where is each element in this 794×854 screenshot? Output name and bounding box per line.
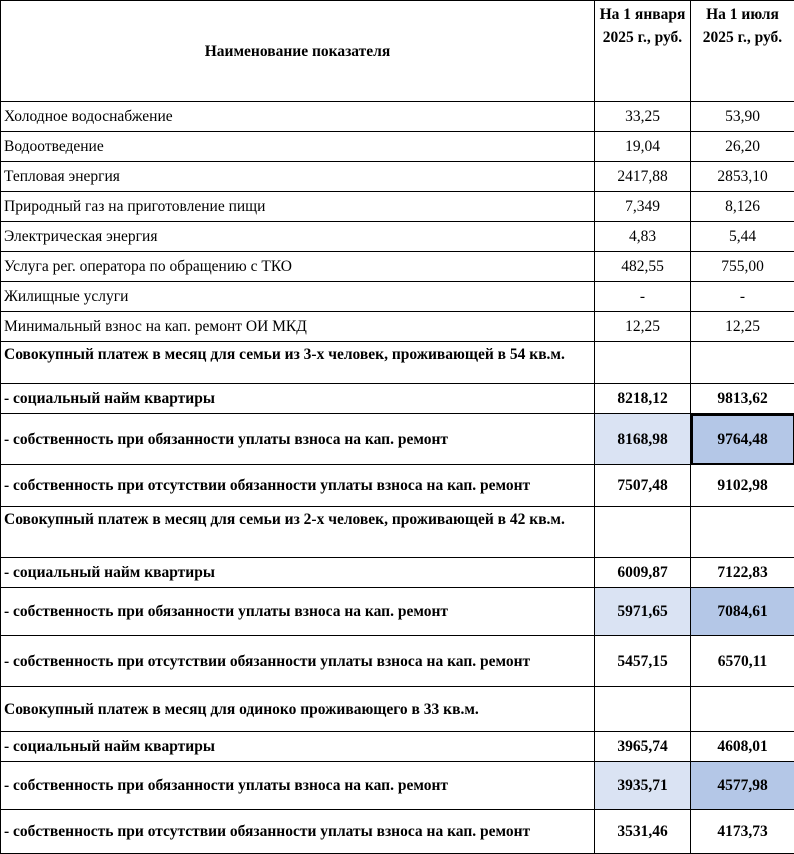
row-jul-cell[interactable]: 53,90	[691, 102, 794, 132]
row-jul-cell[interactable]: 5,44	[691, 222, 794, 252]
row-jul-cell[interactable]: 6570,11	[691, 636, 794, 687]
row-jan-cell[interactable]: 7507,48	[595, 465, 691, 507]
row-name-cell[interactable]: Тепловая энергия	[1, 162, 595, 192]
table-row	[1, 558, 794, 588]
row-name-cell[interactable]: - собственность при отсутствии обязанности уплаты взноса на кап. ремонт	[1, 636, 595, 687]
row-name-cell[interactable]: Водоотведение	[1, 132, 595, 162]
section-empty-cell[interactable]	[595, 507, 691, 558]
section-empty-cell[interactable]	[595, 687, 691, 732]
table-row	[1, 414, 794, 465]
row-name-cell[interactable]: - собственность при отсутствии обязанности уплаты взноса на кап. ремонт	[1, 810, 595, 854]
row-jul-cell[interactable]: -	[691, 282, 794, 312]
row-jul-cell[interactable]: 7122,83	[691, 558, 794, 588]
row-name-cell[interactable]: - собственность при обязанности уплаты взноса на кап. ремонт	[1, 588, 595, 636]
row-name-cell[interactable]: - собственность при обязанности уплаты взноса на кап. ремонт	[1, 762, 595, 810]
row-jul-cell[interactable]: 12,25	[691, 312, 794, 342]
table-row	[1, 312, 794, 342]
table-row	[1, 636, 794, 687]
table-row	[1, 282, 794, 312]
table-row	[1, 762, 794, 810]
row-name-cell[interactable]: - социальный найм квартиры	[1, 732, 595, 762]
section-title-cell[interactable]: Совокупный платеж в месяц для одиноко проживающего в 33 кв.м.	[1, 687, 595, 732]
row-jul-cell[interactable]: 7084,61	[691, 588, 794, 636]
row-jul-cell[interactable]: 4577,98	[691, 762, 794, 810]
section-title-cell[interactable]: Совокупный платеж в месяц для семьи из 2-х человек, проживающей в 42 кв.м.	[1, 507, 595, 558]
row-name-cell[interactable]: Минимальный взнос на кап. ремонт ОИ МКД	[1, 312, 595, 342]
table-row	[1, 192, 794, 222]
row-jan-cell[interactable]: 5971,65	[595, 588, 691, 636]
section-header-row	[1, 507, 794, 558]
table-row	[1, 222, 794, 252]
table-row	[1, 102, 794, 132]
row-jan-cell[interactable]: 4,83	[595, 222, 691, 252]
row-jan-cell[interactable]: 2417,88	[595, 162, 691, 192]
row-jan-cell[interactable]: 482,55	[595, 252, 691, 282]
section-title-cell[interactable]: Совокупный платеж в месяц для семьи из 3-х человек, проживающей в 54 кв.м.	[1, 342, 595, 384]
section-header-row	[1, 342, 794, 384]
header-jul-cell[interactable]: На 1 июля 2025 г., руб.	[691, 1, 794, 102]
table-row	[1, 132, 794, 162]
table-row	[1, 732, 794, 762]
section-empty-cell[interactable]	[691, 687, 794, 732]
row-name-cell[interactable]: Услуга рег. оператора по обращению с ТКО	[1, 252, 595, 282]
row-jan-cell[interactable]: 5457,15	[595, 636, 691, 687]
row-jul-cell[interactable]: 9102,98	[691, 465, 794, 507]
row-name-cell[interactable]: - собственность при отсутствии обязанности уплаты взноса на кап. ремонт	[1, 465, 595, 507]
table-row	[1, 588, 794, 636]
row-jul-cell[interactable]: 26,20	[691, 132, 794, 162]
header-name-cell[interactable]: Наименование показателя	[1, 1, 595, 102]
row-name-cell[interactable]: - социальный найм квартиры	[1, 558, 595, 588]
row-jul-cell[interactable]: 8,126	[691, 192, 794, 222]
row-name-cell[interactable]: - собственность при обязанности уплаты взноса на кап. ремонт	[1, 414, 595, 465]
row-jan-cell[interactable]: 3531,46	[595, 810, 691, 854]
row-jan-cell[interactable]: 6009,87	[595, 558, 691, 588]
row-name-cell[interactable]: Электрическая энергия	[1, 222, 595, 252]
section-header-row	[1, 687, 794, 732]
section-empty-cell[interactable]	[595, 342, 691, 384]
row-jan-cell[interactable]: 33,25	[595, 102, 691, 132]
row-jan-cell[interactable]: 8218,12	[595, 384, 691, 414]
row-name-cell[interactable]: Жилищные услуги	[1, 282, 595, 312]
row-jan-cell[interactable]: 3935,71	[595, 762, 691, 810]
row-jan-cell[interactable]: -	[595, 282, 691, 312]
row-name-cell[interactable]: - социальный найм квартиры	[1, 384, 595, 414]
row-jan-cell[interactable]: 7,349	[595, 192, 691, 222]
table-row	[1, 810, 794, 854]
header-jan-cell[interactable]: На 1 января 2025 г., руб.	[595, 1, 691, 102]
section-empty-cell[interactable]	[691, 507, 794, 558]
row-jan-cell[interactable]: 12,25	[595, 312, 691, 342]
row-jul-cell[interactable]: 4173,73	[691, 810, 794, 854]
table-row	[1, 252, 794, 282]
table-row	[1, 465, 794, 507]
row-jan-cell[interactable]: 8168,98	[595, 414, 691, 465]
row-name-cell[interactable]: Природный газ на приготовление пищи	[1, 192, 595, 222]
row-jan-cell[interactable]: 19,04	[595, 132, 691, 162]
row-jul-cell[interactable]: 755,00	[691, 252, 794, 282]
header-row	[1, 1, 794, 102]
row-jul-cell[interactable]: 2853,10	[691, 162, 794, 192]
row-jul-cell-selected[interactable]: 9764,48	[691, 414, 794, 465]
row-name-cell[interactable]: Холодное водоснабжение	[1, 102, 595, 132]
table-row	[1, 162, 794, 192]
row-jul-cell[interactable]: 4608,01	[691, 732, 794, 762]
section-empty-cell[interactable]	[691, 342, 794, 384]
table-row	[1, 384, 794, 414]
row-jan-cell[interactable]: 3965,74	[595, 732, 691, 762]
row-jul-cell[interactable]: 9813,62	[691, 384, 794, 414]
